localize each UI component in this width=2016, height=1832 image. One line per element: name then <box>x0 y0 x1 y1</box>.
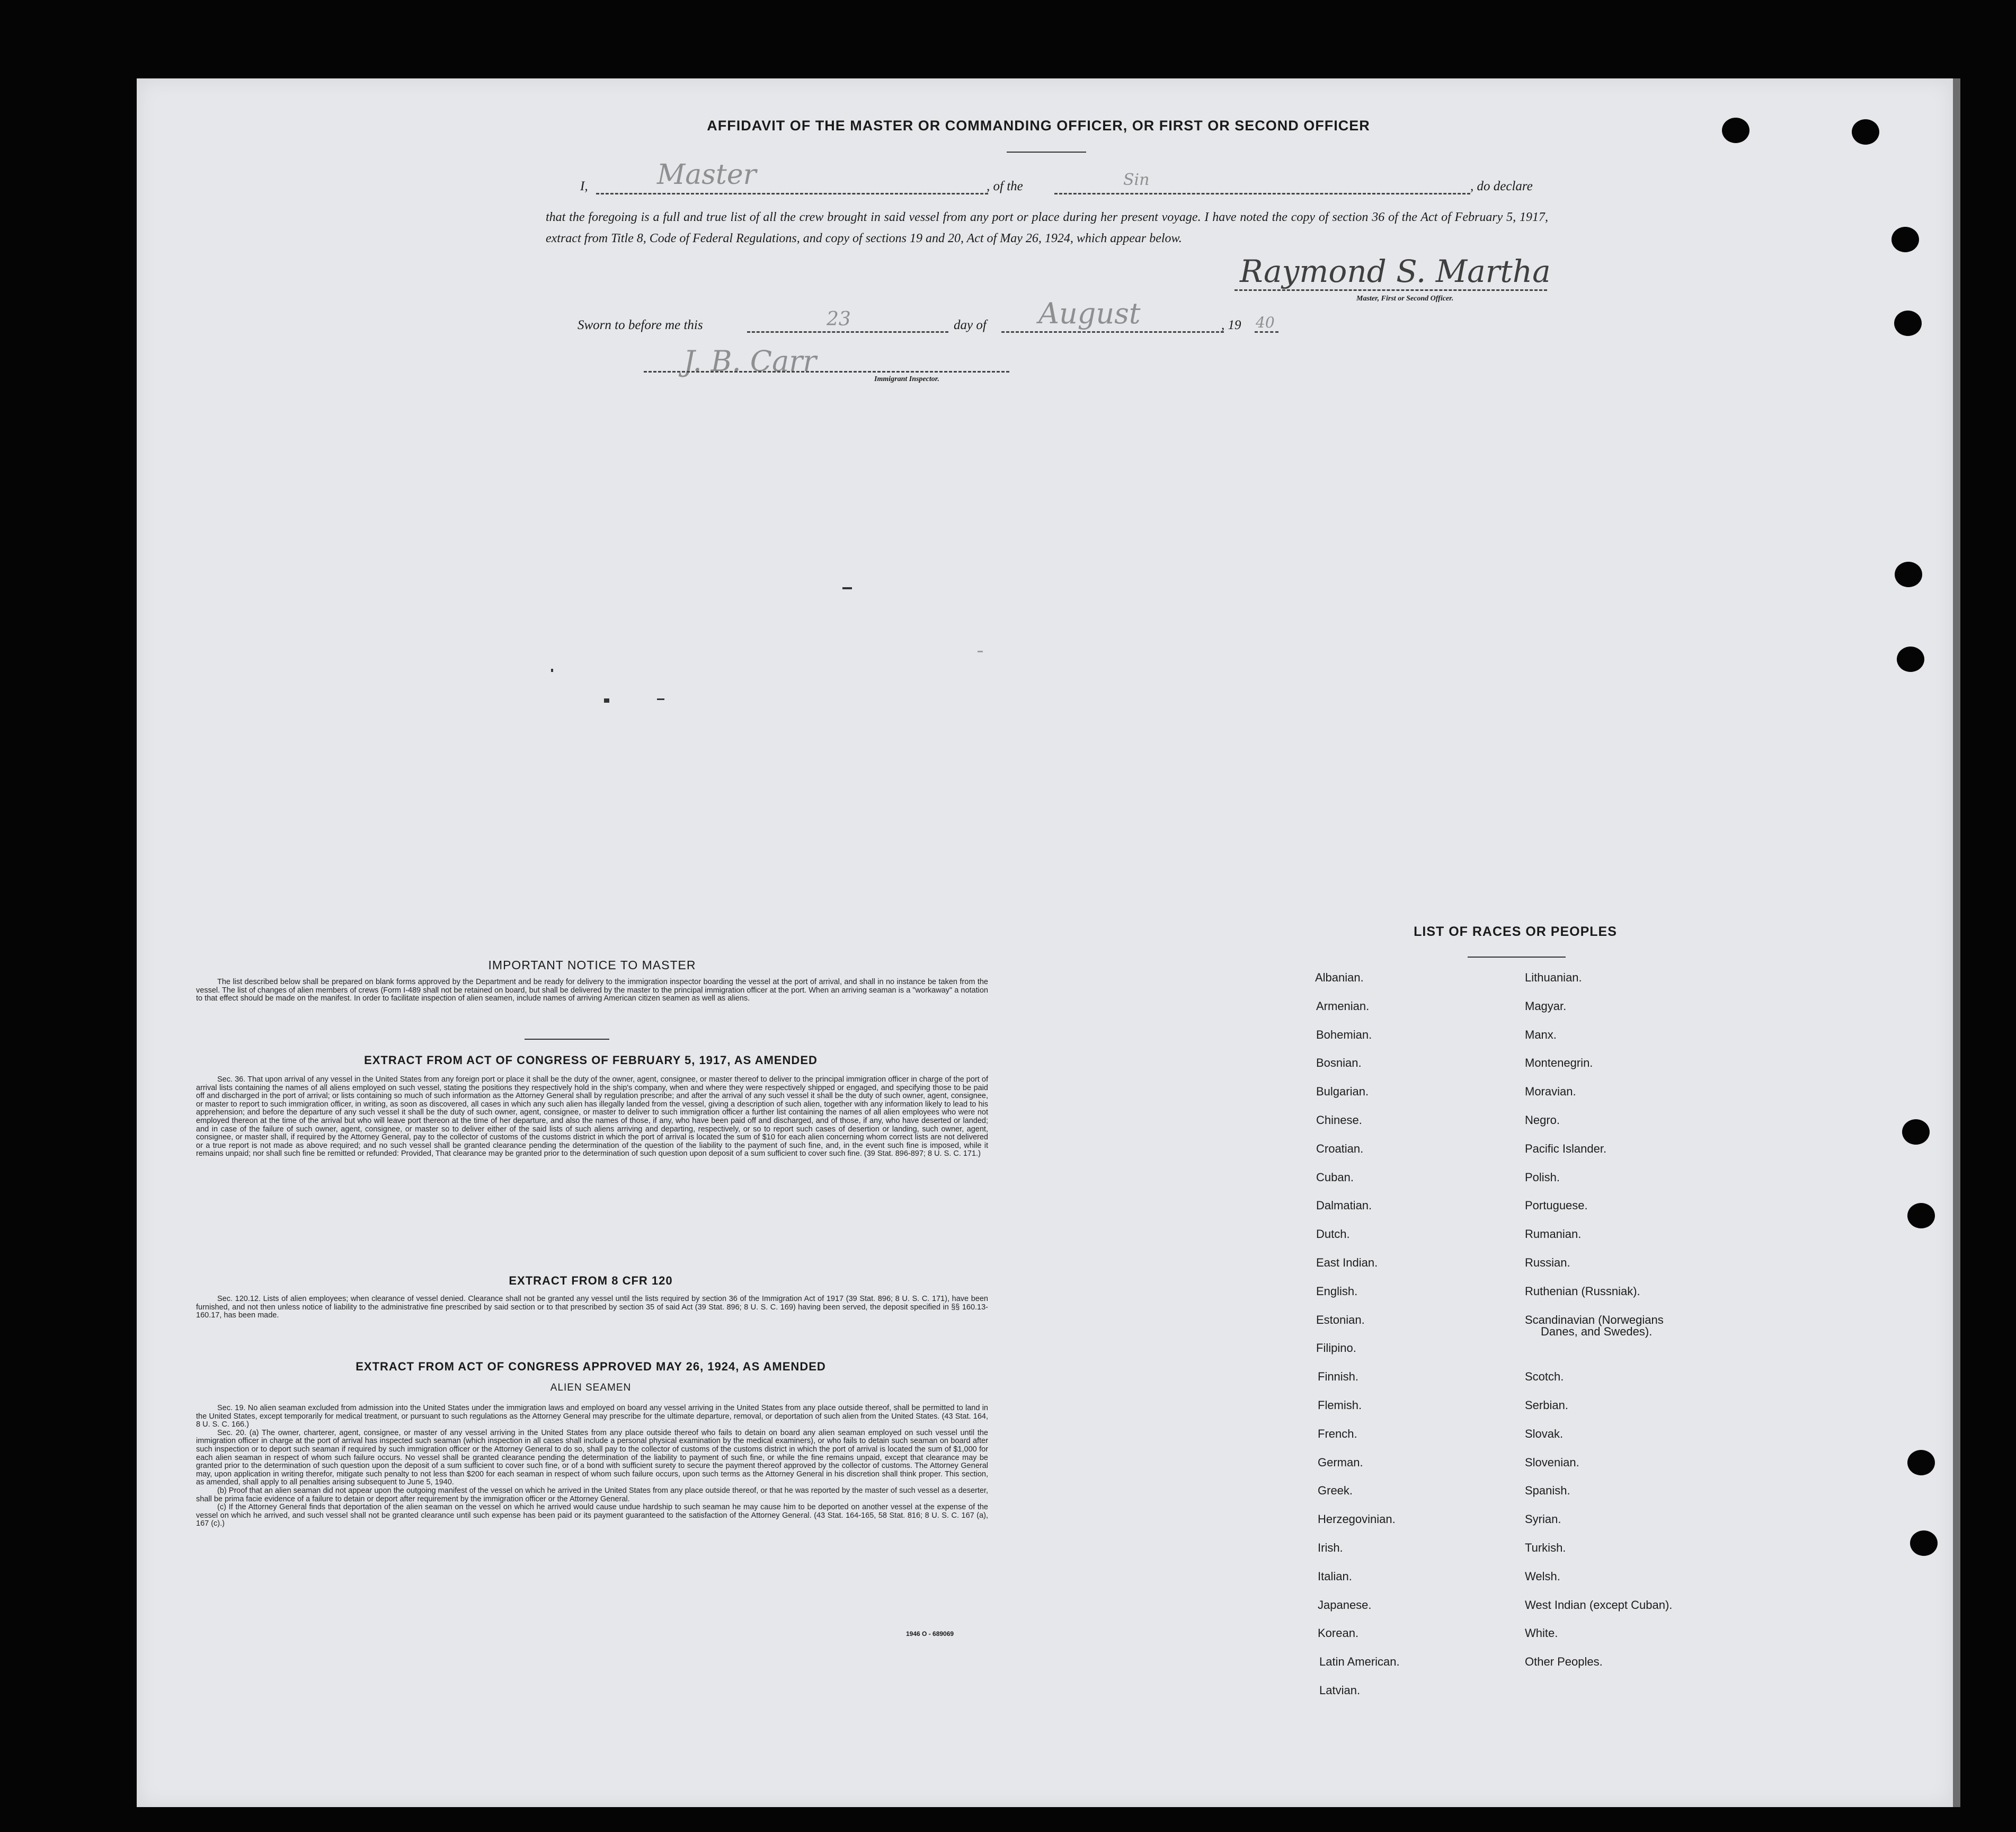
race-item: Lithuanian. <box>1525 971 1582 984</box>
race-item: Greek. <box>1318 1484 1353 1498</box>
day-of-label: day of <box>954 318 987 332</box>
race-item: Cuban. <box>1316 1170 1354 1184</box>
master-name-handwriting: Master <box>657 159 757 191</box>
inspector-line <box>644 371 1009 373</box>
punch-hole <box>1722 118 1749 143</box>
sworn-label: Sworn to before me this <box>578 318 703 332</box>
race-item: Filipino. <box>1316 1341 1356 1355</box>
vessel-handwriting: Sin <box>1123 171 1150 189</box>
race-item: Armenian. <box>1316 999 1370 1013</box>
vessel-line <box>1054 193 1470 194</box>
race-item: Spanish. <box>1525 1484 1570 1498</box>
extract-1917-body <box>196 1076 988 1158</box>
race-item: Flemish. <box>1318 1399 1362 1412</box>
race-item: Serbian. <box>1525 1399 1568 1412</box>
race-item: Croatian. <box>1316 1141 1364 1155</box>
inspector-caption: Immigrant Inspector. <box>874 375 939 383</box>
punch-hole <box>1852 119 1879 145</box>
do-declare-label: , do declare <box>1470 179 1533 193</box>
punch-hole <box>1891 227 1919 252</box>
punch-hole <box>1907 1203 1935 1228</box>
speck <box>551 669 553 672</box>
race-item: Danes, and Swedes). <box>1541 1324 1653 1338</box>
section-19-paragraph: Sec. 19. No alien seaman excluded from admission into the United States under the immigration laws and employed on board any vessel arriving in the United States from any place outside thereof, shall be permitted to land in the United States, except temporarily for medical treatment, or pursuant to such regulations as the Attorney General may prescribe for the ultimate departure, removal, or deportation of such alien from the United States. (43 Stat. 164, 8 U. S. C. 166.) <box>196 1404 988 1429</box>
race-item: Ruthenian (Russniak). <box>1525 1284 1640 1298</box>
section-20a-paragraph: Sec. 20. (a) The owner, charterer, agent, consignee, or master of any vessel arriving in the United States from any place outside thereof who fails to detain on board any alien seaman employed on such vessel until the immigration officer in charge at the port of arrival has inspected such seaman (which inspection in all cases shall include a personal physical examination by the medical examiners), or who fails to detain such seaman on board after such inspection or to deport such seaman if required by such immigration officer or the Attorney General to do so, shall pay to the collector of customs of the customs district in which the port of arrival is located the sum of $1,000 for each alien seaman in respect of whom such failure occurs. No vessel shall be granted clearance pending the determination of the liability to payment of such fine, or while the fine remains unpaid, except that clearance may be granted prior to the determination of such question upon the deposit of a sum sufficient to cover such fine, or of a bond with sufficient surety to secure the payment thereof approved by the collector of customs. The Attorney General may, upon application in writing therefor, mitigate such penalty to not less than $200 for each seaman in respect of whom such failure occurs, upon such terms as the Attorney General in his discretion shall think proper. This section, as amended, shall apply to all penalties arising subsequent to June 5, 1940. <box>196 1428 988 1487</box>
races-underline <box>1468 957 1566 958</box>
speck <box>978 651 983 652</box>
of-the-label: , of the <box>987 179 1023 193</box>
sworn-month-handwriting: August <box>1038 297 1141 330</box>
race-item: Irish. <box>1318 1541 1343 1554</box>
race-item: Portuguese. <box>1525 1199 1588 1213</box>
race-item: Pacific Islander. <box>1525 1141 1607 1155</box>
i-label: I, <box>580 179 588 193</box>
affidavit-title: AFFIDAVIT OF THE MASTER OR COMMANDING OFFICER, OR FIRST OR SECOND OFFICER <box>707 118 1370 134</box>
year-prefix: , 19 <box>1221 318 1241 332</box>
race-item: Chinese. <box>1316 1113 1362 1127</box>
punch-hole <box>1894 311 1922 336</box>
race-item: Slovenian. <box>1525 1455 1579 1469</box>
notice-rule <box>525 1039 609 1040</box>
race-item: Estonian. <box>1316 1313 1365 1326</box>
race-item: German. <box>1318 1455 1363 1469</box>
race-item: Negro. <box>1525 1113 1560 1127</box>
race-item: Rumanian. <box>1525 1227 1582 1241</box>
race-item: Other Peoples. <box>1525 1655 1603 1669</box>
master-caption: Master, First or Second Officer. <box>1356 295 1454 303</box>
notice-title: IMPORTANT NOTICE TO MASTER <box>488 958 696 972</box>
section-20c-paragraph: (c) If the Attorney General finds that deportation of the alien seaman on the vessel on which he arrived would cause undue hardship to such seaman he may cause him to be deported on another vessel at the expense of the vessel on which he arrived, and such vessel shall not be granted clearance until such expense has been paid or its payment guaranteed to the satisfaction of the Attorney General. (43 Stat. 164-165, 58 Stat. 816; 8 U. S. C. 167 (a), 167 (c).) <box>196 1503 988 1528</box>
race-item: Welsh. <box>1525 1569 1560 1583</box>
extract-cfr-title: EXTRACT FROM 8 CFR 120 <box>509 1274 673 1287</box>
punch-hole <box>1902 1119 1930 1145</box>
extract-1917-paragraph: Sec. 36. That upon arrival of any vessel in the United States from any foreign port or place it shall be the duty of the owner, agent, consignee, or master thereof to deliver to the principal immigration officer in charge of the port of arrival lists containing the names of all aliens employed on such vessel, stating the positions they respectively hold in the ship's company, when and where they were respectively shipped or engaged, and specifying those to be paid off and discharged in the port of arrival; or lists containing so much of such information as the Attorney General shall by regulation prescribe; and after the arrival of any such vessel it shall be the duty of such owner, agent, consignee, or master to report to such immigration officer, in writing, as soon as discovered, all cases in which any such alien has illegally landed from the vessel, giving a description of such alien, together with any information likely to lead to his apprehension; and before the departure of any such vessel it shall be the duty of such owner, agent, consignee, or master to deliver to such immigration officer a further list containing the names of all alien employees who were not employed thereon at the time of the arrival but who will leave port thereon at the time of her departure, and also the names of those, if any, who have been paid off and discharged, and of those, if any, who have deserted or landed; and in case of the failure of such owner, agent, consignee, or master so to deliver either of the said lists of such aliens arriving and departing, respectively, or so to report such cases of desertion or landing, such owner, agent, consignee, or master shall, if required by the Attorney General, pay to the collector of customs of the customs district in which the port of arrival is located the sum of $10 for each alien concerning whom correct lists are not delivered or a true report is not made as above required; and no such vessel shall be granted clearance pending the determination of the question of the liability to the payment of such fine, and, in the event such fine is imposed, while it remains unpaid; nor shall such fine be remitted or refunded: Provided, That clearance may be granted prior to the determination of such question upon deposit of a sum sufficient to cover such fine. (39 Stat. 896-897; 8 U. S. C. 171.) <box>196 1075 988 1158</box>
punch-hole <box>1907 1450 1935 1475</box>
title-underline <box>1007 152 1086 153</box>
section-20b-paragraph: (b) Proof that an alien seaman did not appear upon the outgoing manifest of the vessel on which he arrived in the United States from any place outside thereof, or that he was reported by the master of such vessel as a deserter, shall be prima facie evidence of a failure to detain or deport after requirement by the immigration officer or the Attorney General. <box>196 1486 988 1503</box>
year-handwriting: 40 <box>1256 314 1275 331</box>
race-item: Finnish. <box>1318 1370 1359 1384</box>
punch-hole <box>1910 1530 1938 1556</box>
sworn-day-handwriting: 23 <box>827 308 851 330</box>
race-item: Manx. <box>1525 1028 1557 1041</box>
race-item: Montenegrin. <box>1525 1056 1593 1070</box>
race-item: Korean. <box>1318 1626 1359 1640</box>
punch-hole <box>1895 562 1922 587</box>
extract-1924-title: EXTRACT FROM ACT OF CONGRESS APPROVED MAY 26, 1924, AS AMENDED <box>356 1360 826 1373</box>
year-line <box>1255 331 1278 333</box>
race-item: Japanese. <box>1318 1598 1372 1612</box>
speck <box>604 698 609 703</box>
notice-paragraph: The list described below shall be prepared on blank forms approved by the Department and be ready for delivery to the immigration inspector boarding the vessel at the port of arrival, and shall in no instance be taken from the vessel. The list of changes of alien members of crews (Form I-489 shall not be retained on board, but shall be delivered by the master to the principal immigration officer at the port. When an arriving seaman is a "workaway" a notation to that effect should be made on the manifest. In order to facilitate inspection of alien seamen, include names of arriving American citizen seamen as well as aliens. <box>196 978 988 1003</box>
race-item: Albanian. <box>1315 971 1364 984</box>
race-item: Italian. <box>1318 1569 1352 1583</box>
race-item: Dalmatian. <box>1316 1199 1372 1213</box>
race-item: Russian. <box>1525 1256 1570 1269</box>
master-signature: Raymond S. Martha <box>1240 253 1551 289</box>
speck <box>657 698 664 700</box>
race-item: English. <box>1316 1284 1358 1298</box>
race-item: Turkish. <box>1525 1541 1566 1554</box>
race-item: French. <box>1318 1427 1357 1440</box>
race-item: White. <box>1525 1626 1558 1640</box>
race-item: Scandinavian (Norwegians <box>1525 1313 1664 1326</box>
extract-cfr-body <box>196 1295 988 1320</box>
race-item: Polish. <box>1525 1170 1560 1184</box>
page-edge-shadow <box>1953 78 1960 1807</box>
race-item: West Indian (except Cuban). <box>1525 1598 1673 1612</box>
race-item: Syrian. <box>1525 1512 1561 1526</box>
extract-1917-title: EXTRACT FROM ACT OF CONGRESS OF FEBRUARY 5, 1917, AS AMENDED <box>364 1054 818 1067</box>
race-item: Bohemian. <box>1316 1028 1372 1041</box>
name-line <box>596 193 988 194</box>
inspector-signature: J. B. Carr <box>683 344 816 378</box>
notice-body <box>196 978 988 1003</box>
extract-1924-body <box>196 1404 988 1528</box>
race-item: Magyar. <box>1525 999 1567 1013</box>
declaration-text: that the foregoing is a full and true list of all the crew brought in said vessel from any port or place during her present voyage. I have noted the copy of section 36 of the Act of February 5, 1917, extract from Title 8, Code of Federal Regulations, and copy of sections 19 and 20, Act of May 26, 1924, which appear below. <box>546 210 1548 245</box>
sworn-month-line <box>1001 331 1224 333</box>
race-item: Slovak. <box>1525 1427 1564 1440</box>
document-page <box>137 78 1953 1807</box>
print-code: 1946 O - 689069 <box>906 1630 954 1638</box>
punch-hole <box>1897 647 1924 672</box>
race-item: Moravian. <box>1525 1085 1576 1099</box>
sworn-day-line <box>747 331 948 333</box>
extract-1924-subtitle: ALIEN SEAMEN <box>550 1382 632 1393</box>
race-item: Dutch. <box>1316 1227 1350 1241</box>
race-item: East Indian. <box>1316 1256 1378 1269</box>
extract-cfr-paragraph: Sec. 120.12. Lists of alien employees; when clearance of vessel denied. Clearance shall not be granted any vessel until the lists required by section 36 of the Immigration Act of 1917 (39 Stat. 896; 8 U. S. C. 171), have been furnished, and not then unless notice of liability to the administrative fine prescribed by said section or to that prescribed by section 35 of said Act (39 Stat. 896; 8 U. S. C. 169) having been served, the deposit specified in §§ 160.13-160.17, has been made. <box>196 1295 988 1320</box>
master-signature-line <box>1235 289 1547 291</box>
race-item: Latin American. <box>1319 1655 1400 1669</box>
races-title: LIST OF RACES OR PEOPLES <box>1414 924 1617 939</box>
speck <box>842 587 852 589</box>
race-item: Herzegovinian. <box>1318 1512 1396 1526</box>
race-item: Scotch. <box>1525 1370 1564 1384</box>
race-item: Bulgarian. <box>1316 1085 1369 1099</box>
race-item: Latvian. <box>1319 1684 1361 1697</box>
race-item: Bosnian. <box>1316 1056 1362 1070</box>
